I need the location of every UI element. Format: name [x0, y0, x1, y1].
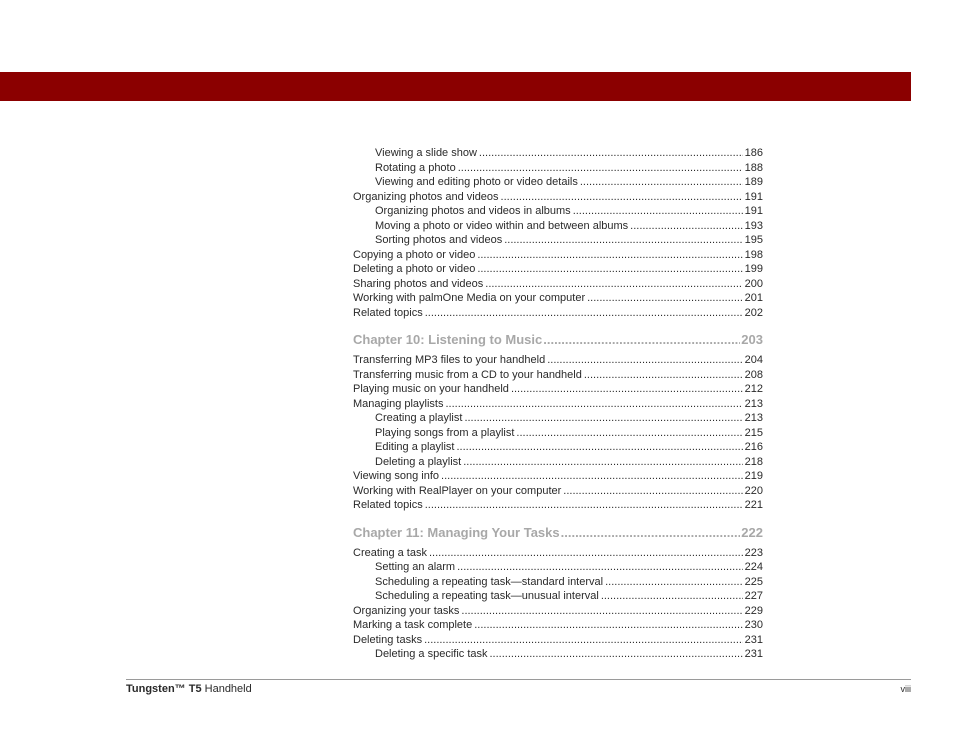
toc-entry[interactable]	[353, 146, 763, 161]
toc-entry[interactable]	[353, 426, 763, 441]
leader-dots	[490, 647, 743, 662]
toc-entry[interactable]	[353, 546, 763, 561]
toc-entry-page: 213	[744, 412, 763, 424]
toc-entry-label: Playing music on your handheld	[353, 383, 509, 395]
leader-dots	[547, 353, 742, 368]
leader-dots	[584, 368, 743, 383]
toc-entry-label: Related topics	[353, 499, 423, 511]
leader-dots	[425, 498, 743, 513]
toc-entry[interactable]	[353, 262, 763, 277]
toc-entry[interactable]	[353, 233, 763, 248]
leader-dots	[630, 219, 742, 234]
toc-entry-page: 227	[744, 590, 763, 602]
toc-entry-label: Organizing photos and videos in albums	[375, 205, 571, 217]
leader-dots	[457, 440, 743, 455]
leader-dots	[516, 426, 742, 441]
toc-entry-label: Viewing song info	[353, 470, 440, 482]
toc-entry-page: 221	[744, 499, 763, 511]
toc-entry-label: Moving a photo or video within and between albums	[375, 219, 629, 232]
toc-entry-label: Sorting photos and videos	[375, 234, 503, 246]
toc-entry-label: Viewing and editing photo or video details	[375, 176, 578, 188]
leader-dots	[441, 469, 743, 484]
toc-entry-page: 204	[744, 354, 763, 366]
toc-group-chapter-11	[353, 546, 763, 662]
toc-entry[interactable]	[353, 440, 763, 455]
toc-entry-page: 225	[744, 575, 763, 588]
toc-entry-page: 199	[744, 263, 763, 275]
footer-page-number: viii	[900, 684, 911, 694]
leader-dots	[573, 204, 743, 219]
leader-dots	[479, 146, 743, 161]
toc-entry-page: 216	[744, 441, 763, 453]
toc-entry[interactable]	[353, 161, 763, 176]
toc-entry-page: 188	[744, 161, 763, 174]
toc-entry-label: Scheduling a repeating task—standard interval	[375, 575, 604, 588]
toc-entry-label: Deleting a specific task	[375, 648, 488, 660]
chapter-page: 222	[741, 524, 763, 540]
toc-entry-page: 231	[744, 633, 763, 646]
toc-entry-label: Sharing photos and videos	[353, 277, 484, 290]
leader-dots	[464, 411, 742, 426]
header-banner	[0, 72, 911, 101]
leader-dots	[561, 525, 741, 541]
toc-entry-label: Related topics	[353, 306, 423, 319]
toc-entry[interactable]	[353, 397, 763, 412]
leader-dots	[474, 618, 742, 633]
toc-entry[interactable]	[353, 411, 763, 426]
toc-entry-label: Transferring MP3 files to your handheld	[353, 354, 546, 366]
toc-entry-label: Deleting a photo or video	[353, 263, 476, 275]
toc-entry-page: 191	[744, 205, 763, 217]
toc-entry-label: Working with RealPlayer on your computer	[353, 484, 562, 497]
toc-entry-page: 220	[744, 484, 763, 497]
leader-dots	[477, 262, 742, 277]
leader-dots	[501, 190, 743, 205]
leader-dots	[563, 484, 742, 499]
toc-entry-page: 224	[744, 561, 763, 573]
toc-entry[interactable]	[353, 618, 763, 633]
leader-dots	[511, 382, 743, 397]
leader-dots	[457, 560, 743, 575]
toc-entry-label: Setting an alarm	[375, 561, 456, 573]
toc-entry[interactable]	[353, 248, 763, 263]
footer-title	[126, 683, 252, 695]
toc-entry-label: Marking a task complete	[353, 619, 473, 631]
toc-entry[interactable]	[353, 498, 763, 513]
toc-entry[interactable]	[353, 575, 763, 590]
leader-dots	[461, 604, 742, 619]
table-of-contents	[353, 146, 763, 662]
toc-entry-label: Deleting tasks	[353, 633, 423, 646]
toc-group-chapter-10	[353, 353, 763, 513]
leader-dots	[425, 306, 743, 321]
chapter-10-heading[interactable]	[353, 332, 763, 348]
toc-entry[interactable]	[353, 589, 763, 604]
toc-entry[interactable]	[353, 175, 763, 190]
toc-entry-page: 208	[744, 368, 763, 381]
toc-entry[interactable]	[353, 647, 763, 662]
leader-dots	[429, 546, 743, 561]
leader-dots	[485, 277, 742, 292]
toc-entry-page: 201	[744, 292, 763, 304]
toc-entry-page: 202	[744, 306, 763, 319]
leader-dots	[446, 397, 743, 412]
leader-dots	[477, 248, 742, 263]
toc-entry-page: 229	[744, 604, 763, 617]
toc-entry[interactable]	[353, 382, 763, 397]
toc-entry-page: 212	[744, 383, 763, 395]
chapter-label: Chapter 10: Listening to Music	[353, 332, 543, 347]
toc-entry[interactable]	[353, 291, 763, 306]
toc-entry-page: 223	[744, 546, 763, 559]
leader-dots	[605, 575, 743, 590]
toc-entry-page: 213	[744, 397, 763, 410]
toc-entry-page: 195	[744, 234, 763, 246]
toc-entry-label: Creating a playlist	[375, 412, 463, 424]
toc-entry[interactable]	[353, 604, 763, 619]
toc-entry-page: 230	[744, 619, 763, 631]
leader-dots	[601, 589, 743, 604]
toc-entry-label: Deleting a playlist	[375, 455, 462, 468]
toc-entry-page: 215	[744, 426, 763, 439]
leader-dots	[543, 332, 740, 348]
toc-entry[interactable]	[353, 368, 763, 383]
leader-dots	[504, 233, 742, 248]
toc-entry-label: Rotating a photo	[375, 161, 456, 174]
toc-entry-label: Organizing photos and videos	[353, 190, 499, 203]
toc-entry-label: Managing playlists	[353, 397, 444, 410]
toc-entry-page: 200	[744, 277, 763, 290]
toc-entry[interactable]	[353, 219, 763, 234]
leader-dots	[580, 175, 743, 190]
toc-entry[interactable]	[353, 455, 763, 470]
leader-dots	[458, 161, 743, 176]
toc-entry[interactable]	[353, 204, 763, 219]
toc-group-chapter-9-continued	[353, 146, 763, 320]
toc-entry[interactable]	[353, 560, 763, 575]
chapter-11-heading[interactable]	[353, 525, 763, 541]
toc-entry-page: 193	[744, 219, 763, 232]
toc-entry-label: Editing a playlist	[375, 441, 455, 453]
footer-brand: Tungsten™ T5	[126, 683, 202, 695]
toc-entry-page: 198	[744, 248, 763, 261]
toc-entry-page: 186	[744, 147, 763, 159]
toc-entry-label: Copying a photo or video	[353, 248, 476, 261]
toc-entry-label: Organizing your tasks	[353, 604, 460, 617]
leader-dots	[587, 291, 743, 306]
toc-entry-label: Playing songs from a playlist	[375, 426, 515, 439]
toc-entry[interactable]	[353, 633, 763, 648]
toc-entry-page: 231	[744, 648, 763, 660]
toc-entry-label: Creating a task	[353, 546, 427, 559]
toc-entry-page: 189	[744, 176, 763, 188]
chapter-page: 203	[741, 332, 763, 347]
footer-divider	[126, 679, 911, 680]
toc-entry[interactable]	[353, 277, 763, 292]
toc-entry[interactable]	[353, 190, 763, 205]
toc-entry[interactable]	[353, 353, 763, 368]
footer-product: Handheld	[201, 683, 252, 695]
toc-entry[interactable]	[353, 484, 763, 499]
toc-entry-label: Transferring music from a CD to your handheld	[353, 368, 582, 381]
toc-entry-page: 218	[744, 455, 763, 468]
toc-entry-page: 191	[744, 190, 763, 203]
chapter-label: Chapter 11: Managing Your Tasks	[353, 524, 560, 540]
leader-dots	[424, 633, 743, 648]
leader-dots	[463, 455, 742, 470]
toc-entry-label: Working with palmOne Media on your computer	[353, 292, 586, 304]
toc-entry[interactable]	[353, 469, 763, 484]
toc-entry-page: 219	[744, 470, 763, 482]
toc-entry-label: Scheduling a repeating task—unusual interval	[375, 590, 599, 602]
toc-entry-label: Viewing a slide show	[375, 147, 477, 159]
toc-entry[interactable]	[353, 306, 763, 321]
